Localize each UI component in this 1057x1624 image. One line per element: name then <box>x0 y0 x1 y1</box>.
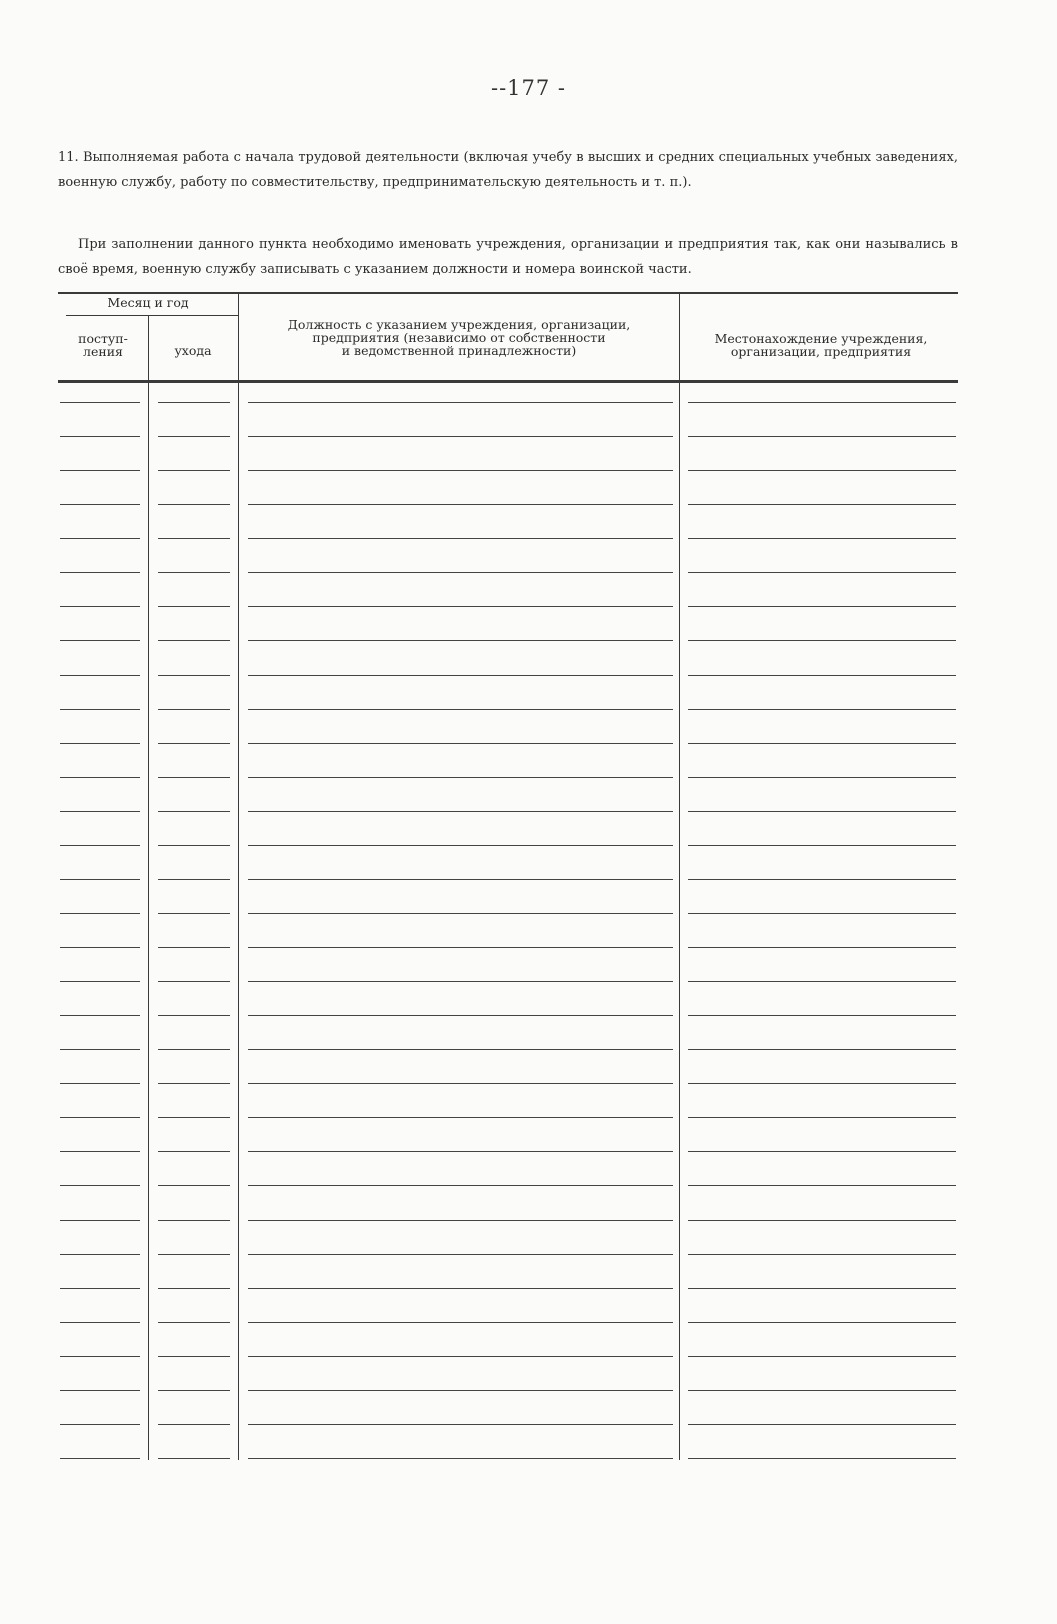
table-row-line <box>688 1254 956 1255</box>
table-row-line <box>158 402 230 403</box>
table-row-line <box>248 811 673 812</box>
table-row-line <box>158 1117 230 1118</box>
table-row-line <box>248 538 673 539</box>
header-location: Местонахождение учреждения, организации, предприятия <box>714 331 928 359</box>
table-row-line <box>248 606 673 607</box>
table-row-line <box>158 1220 230 1221</box>
table-row-line <box>158 606 230 607</box>
table-row-line <box>248 402 673 403</box>
table-row-line <box>60 1151 140 1152</box>
table-row-line <box>248 1151 673 1152</box>
table-row-line <box>248 743 673 744</box>
table-row-line <box>688 1083 956 1084</box>
table-row-line <box>248 640 673 641</box>
table-row-line <box>158 981 230 982</box>
table-row-line <box>158 1254 230 1255</box>
table-row-line <box>158 845 230 846</box>
table-row-line <box>688 1220 956 1221</box>
col-divider-2 <box>238 292 239 1460</box>
table-row-line <box>248 1220 673 1221</box>
table-row-line <box>248 572 673 573</box>
table-row-line <box>60 606 140 607</box>
table-row-line <box>158 811 230 812</box>
table-row-line <box>688 1288 956 1289</box>
table-row-line <box>688 538 956 539</box>
table-row-line <box>60 436 140 437</box>
table-row-line <box>158 538 230 539</box>
table-row-line <box>60 1458 140 1459</box>
table-row-line <box>248 913 673 914</box>
table-row-line <box>688 1458 956 1459</box>
table-row-line <box>688 777 956 778</box>
table-row-line <box>688 811 956 812</box>
table-row-line <box>60 1049 140 1050</box>
table-row-line <box>248 1390 673 1391</box>
table-row-line <box>248 436 673 437</box>
table-row-line <box>60 709 140 710</box>
table-row-line <box>60 640 140 641</box>
header-month-year: Месяц и год <box>107 295 189 310</box>
table-row-line <box>60 913 140 914</box>
table-row-line <box>158 1356 230 1357</box>
table-row-line <box>248 504 673 505</box>
table-row-line <box>158 1185 230 1186</box>
table-row-line <box>688 1322 956 1323</box>
header-leave: ухода <box>174 343 212 358</box>
table-row-line <box>688 1015 956 1016</box>
table-row-line <box>688 1117 956 1118</box>
table-row-line <box>688 743 956 744</box>
table-row-line <box>60 1322 140 1323</box>
table-row-line <box>688 709 956 710</box>
table-row-line <box>688 640 956 641</box>
table-row-line <box>60 777 140 778</box>
table-row-line <box>248 777 673 778</box>
employment-table <box>58 292 958 1460</box>
table-row-line <box>60 1083 140 1084</box>
table-row-line <box>60 538 140 539</box>
table-row-line <box>158 1083 230 1084</box>
table-row-line <box>158 675 230 676</box>
table-row-line <box>688 1049 956 1050</box>
table-row-line <box>60 504 140 505</box>
table-row-line <box>688 1356 956 1357</box>
table-row-line <box>60 402 140 403</box>
table-row-line <box>248 1015 673 1016</box>
table-row-line <box>688 436 956 437</box>
table-row-line <box>688 606 956 607</box>
header-position: Должность с указанием учреждения, организации, предприятия (независимо от собственности и ведомственной принадлежности) <box>287 317 631 358</box>
table-row-line <box>248 675 673 676</box>
table-row-line <box>248 981 673 982</box>
table-row-line <box>688 845 956 846</box>
table-row-line <box>60 470 140 471</box>
table-row-line <box>60 1390 140 1391</box>
table-row-line <box>248 1424 673 1425</box>
table-row-line <box>688 1390 956 1391</box>
table-row-line <box>158 947 230 948</box>
table-row-line <box>248 879 673 880</box>
table-row-line <box>158 1015 230 1016</box>
table-top-border <box>58 292 958 294</box>
table-row-line <box>248 1117 673 1118</box>
table-row-line <box>60 1424 140 1425</box>
table-row-line <box>158 470 230 471</box>
col-divider-1 <box>148 315 149 1460</box>
table-row-line <box>158 777 230 778</box>
table-row-line <box>60 675 140 676</box>
table-row-line <box>158 709 230 710</box>
table-row-line <box>158 1288 230 1289</box>
table-row-line <box>688 1424 956 1425</box>
table-row-line <box>158 879 230 880</box>
page-number: --177 - <box>490 76 567 100</box>
table-row-line <box>248 1254 673 1255</box>
table-row-line <box>60 811 140 812</box>
table-row-line <box>158 1424 230 1425</box>
table-row-line <box>688 572 956 573</box>
table-row-line <box>158 1458 230 1459</box>
table-row-line <box>248 1288 673 1289</box>
table-row-line <box>60 947 140 948</box>
table-row-line <box>158 1049 230 1050</box>
table-row-line <box>248 947 673 948</box>
table-row-line <box>60 1356 140 1357</box>
table-row-line <box>158 1322 230 1323</box>
header-entry: поступ- ления <box>78 331 128 359</box>
table-row-line <box>158 640 230 641</box>
table-row-line <box>60 1288 140 1289</box>
table-row-line <box>688 1185 956 1186</box>
header-bottom-border <box>58 380 958 383</box>
table-row-line <box>248 845 673 846</box>
table-row-line <box>248 1185 673 1186</box>
table-row-line <box>158 504 230 505</box>
table-row-line <box>60 1254 140 1255</box>
table-row-line <box>60 1015 140 1016</box>
month-year-divider <box>66 315 238 316</box>
table-row-line <box>688 470 956 471</box>
table-row-line <box>248 1322 673 1323</box>
table-row-line <box>248 1458 673 1459</box>
table-row-line <box>688 402 956 403</box>
table-row-line <box>248 1083 673 1084</box>
table-row-line <box>60 981 140 982</box>
table-row-line <box>688 504 956 505</box>
table-row-line <box>688 913 956 914</box>
table-row-line <box>688 947 956 948</box>
table-row-line <box>248 1356 673 1357</box>
table-row-line <box>248 1049 673 1050</box>
table-row-line <box>158 436 230 437</box>
table-row-line <box>158 743 230 744</box>
table-row-line <box>688 675 956 676</box>
table-row-line <box>60 1185 140 1186</box>
table-row-line <box>688 1151 956 1152</box>
table-row-line <box>248 470 673 471</box>
table-row-line <box>688 879 956 880</box>
table-row-line <box>60 743 140 744</box>
table-row-line <box>158 1151 230 1152</box>
table-row-line <box>60 879 140 880</box>
table-row-line <box>60 845 140 846</box>
table-row-line <box>60 1117 140 1118</box>
table-row-line <box>60 572 140 573</box>
col-divider-3 <box>679 292 680 1460</box>
table-row-line <box>158 913 230 914</box>
table-row-line <box>248 709 673 710</box>
table-row-line <box>688 981 956 982</box>
table-row-line <box>158 572 230 573</box>
table-row-line <box>158 1390 230 1391</box>
instruction-paragraph-1: 11. Выполняемая работа с начала трудовой деятельности (включая учебу в высших и средних специальных учебных заведениях, военную службу, работу по совместительству, предпринимательскую деятельность и т. п.). <box>58 150 958 190</box>
table-row-line <box>60 1220 140 1221</box>
instruction-paragraph-2: При заполнении данного пункта необходимо именовать учреждения, организации и предприятия так, как они назывались в своё время, военную службу записывать с указанием должности и номера воинской части. <box>58 237 958 277</box>
